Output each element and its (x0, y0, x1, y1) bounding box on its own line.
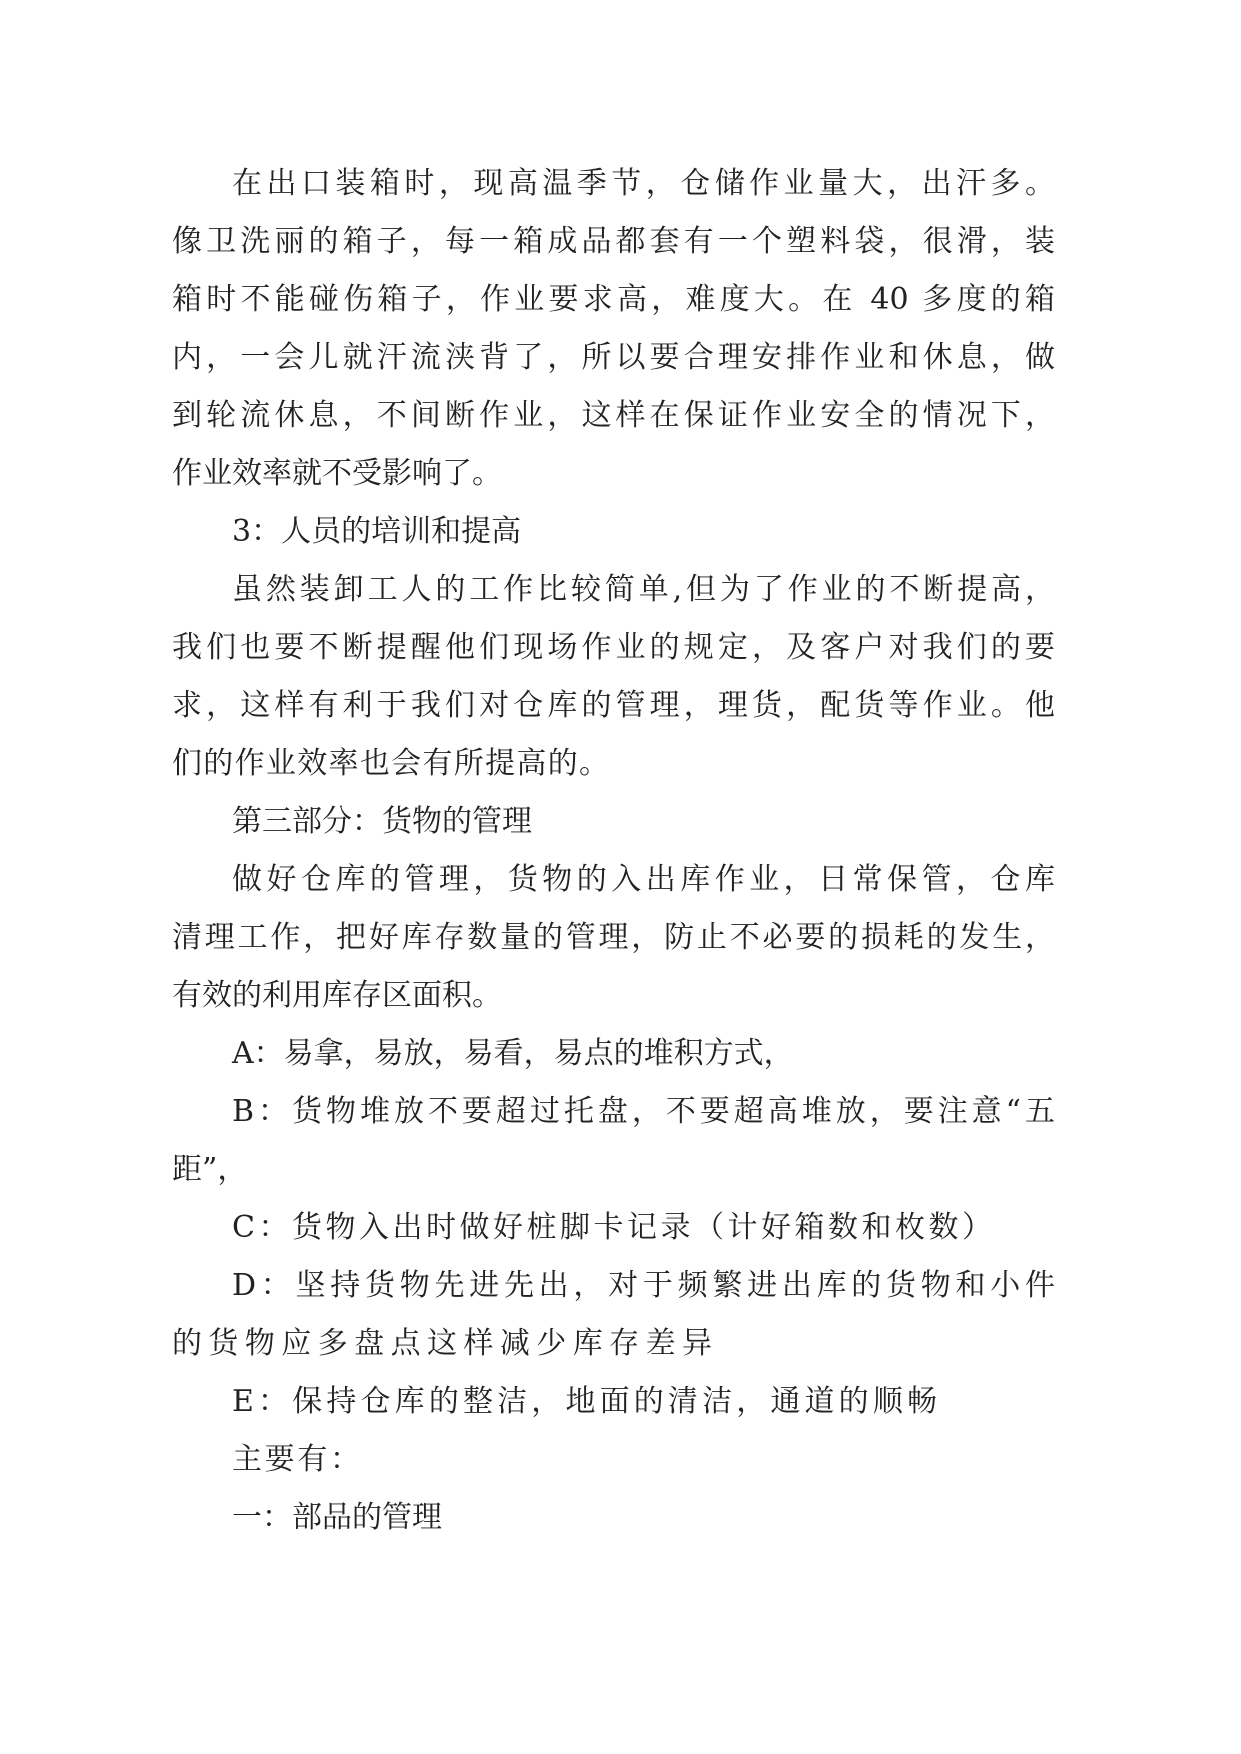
section-heading: 第三部分：货物的管理 (232, 804, 532, 839)
list-item: E：保持仓库的整洁，地面的清洁，通道的顺畅 (232, 1384, 937, 1419)
text-line: 距”， (172, 1152, 248, 1187)
text-line: 到轮流休息，不间断作业，这样在保证作业安全的情况下， (172, 398, 1055, 433)
text-line: 的货物应多盘点这样减少库存差异 (172, 1326, 712, 1361)
text-line: 清理工作，把好库存数量的管理，防止不必要的损耗的发生， (172, 920, 1055, 955)
text-line: 虽然装卸工人的工作比较简单,但为了作业的不断提高， (232, 572, 1055, 607)
text-line: 求，这样有利于我们对仓库的管理，理货，配货等作业。他 (172, 688, 1055, 723)
text-line: 在出口装箱时，现高温季节，仓储作业量大，出汗多。 (232, 166, 1055, 201)
list-item: D：坚持货物先进先出，对于频繁进出库的货物和小件 (232, 1268, 1055, 1303)
text-line: 作业效率就不受影响了。 (172, 456, 502, 491)
list-item: C：货物入出时做好桩脚卡记录（计好箱数和枚数） (232, 1210, 992, 1245)
list-item: A：易拿，易放，易看，易点的堆积方式， (232, 1036, 794, 1071)
text-line: 们的作业效率也会有所提高的。 (172, 746, 609, 781)
text-line: 主要有： (232, 1442, 360, 1477)
text-line: 我们也要不断提醒他们现场作业的规定，及客户对我们的要 (172, 630, 1055, 665)
text-line: 内，一会儿就汗流浃背了，所以要合理安排作业和休息，做 (172, 340, 1055, 375)
text-line: 像卫洗丽的箱子，每一箱成品都套有一个塑料袋，很滑，装 (172, 224, 1055, 259)
text-line: 有效的利用库存区面积。 (172, 978, 502, 1013)
list-item: B：货物堆放不要超过托盘，不要超高堆放，要注意“五 (232, 1094, 1055, 1129)
text-line: 箱时不能碰伤箱子，作业要求高，难度大。在 40 多度的箱 (172, 282, 1055, 317)
text-line: 做好仓库的管理，货物的入出库作业，日常保管，仓库 (232, 862, 1055, 897)
section-heading: 一：部品的管理 (232, 1500, 442, 1535)
section-heading: 3：人员的培训和提高 (232, 514, 522, 549)
